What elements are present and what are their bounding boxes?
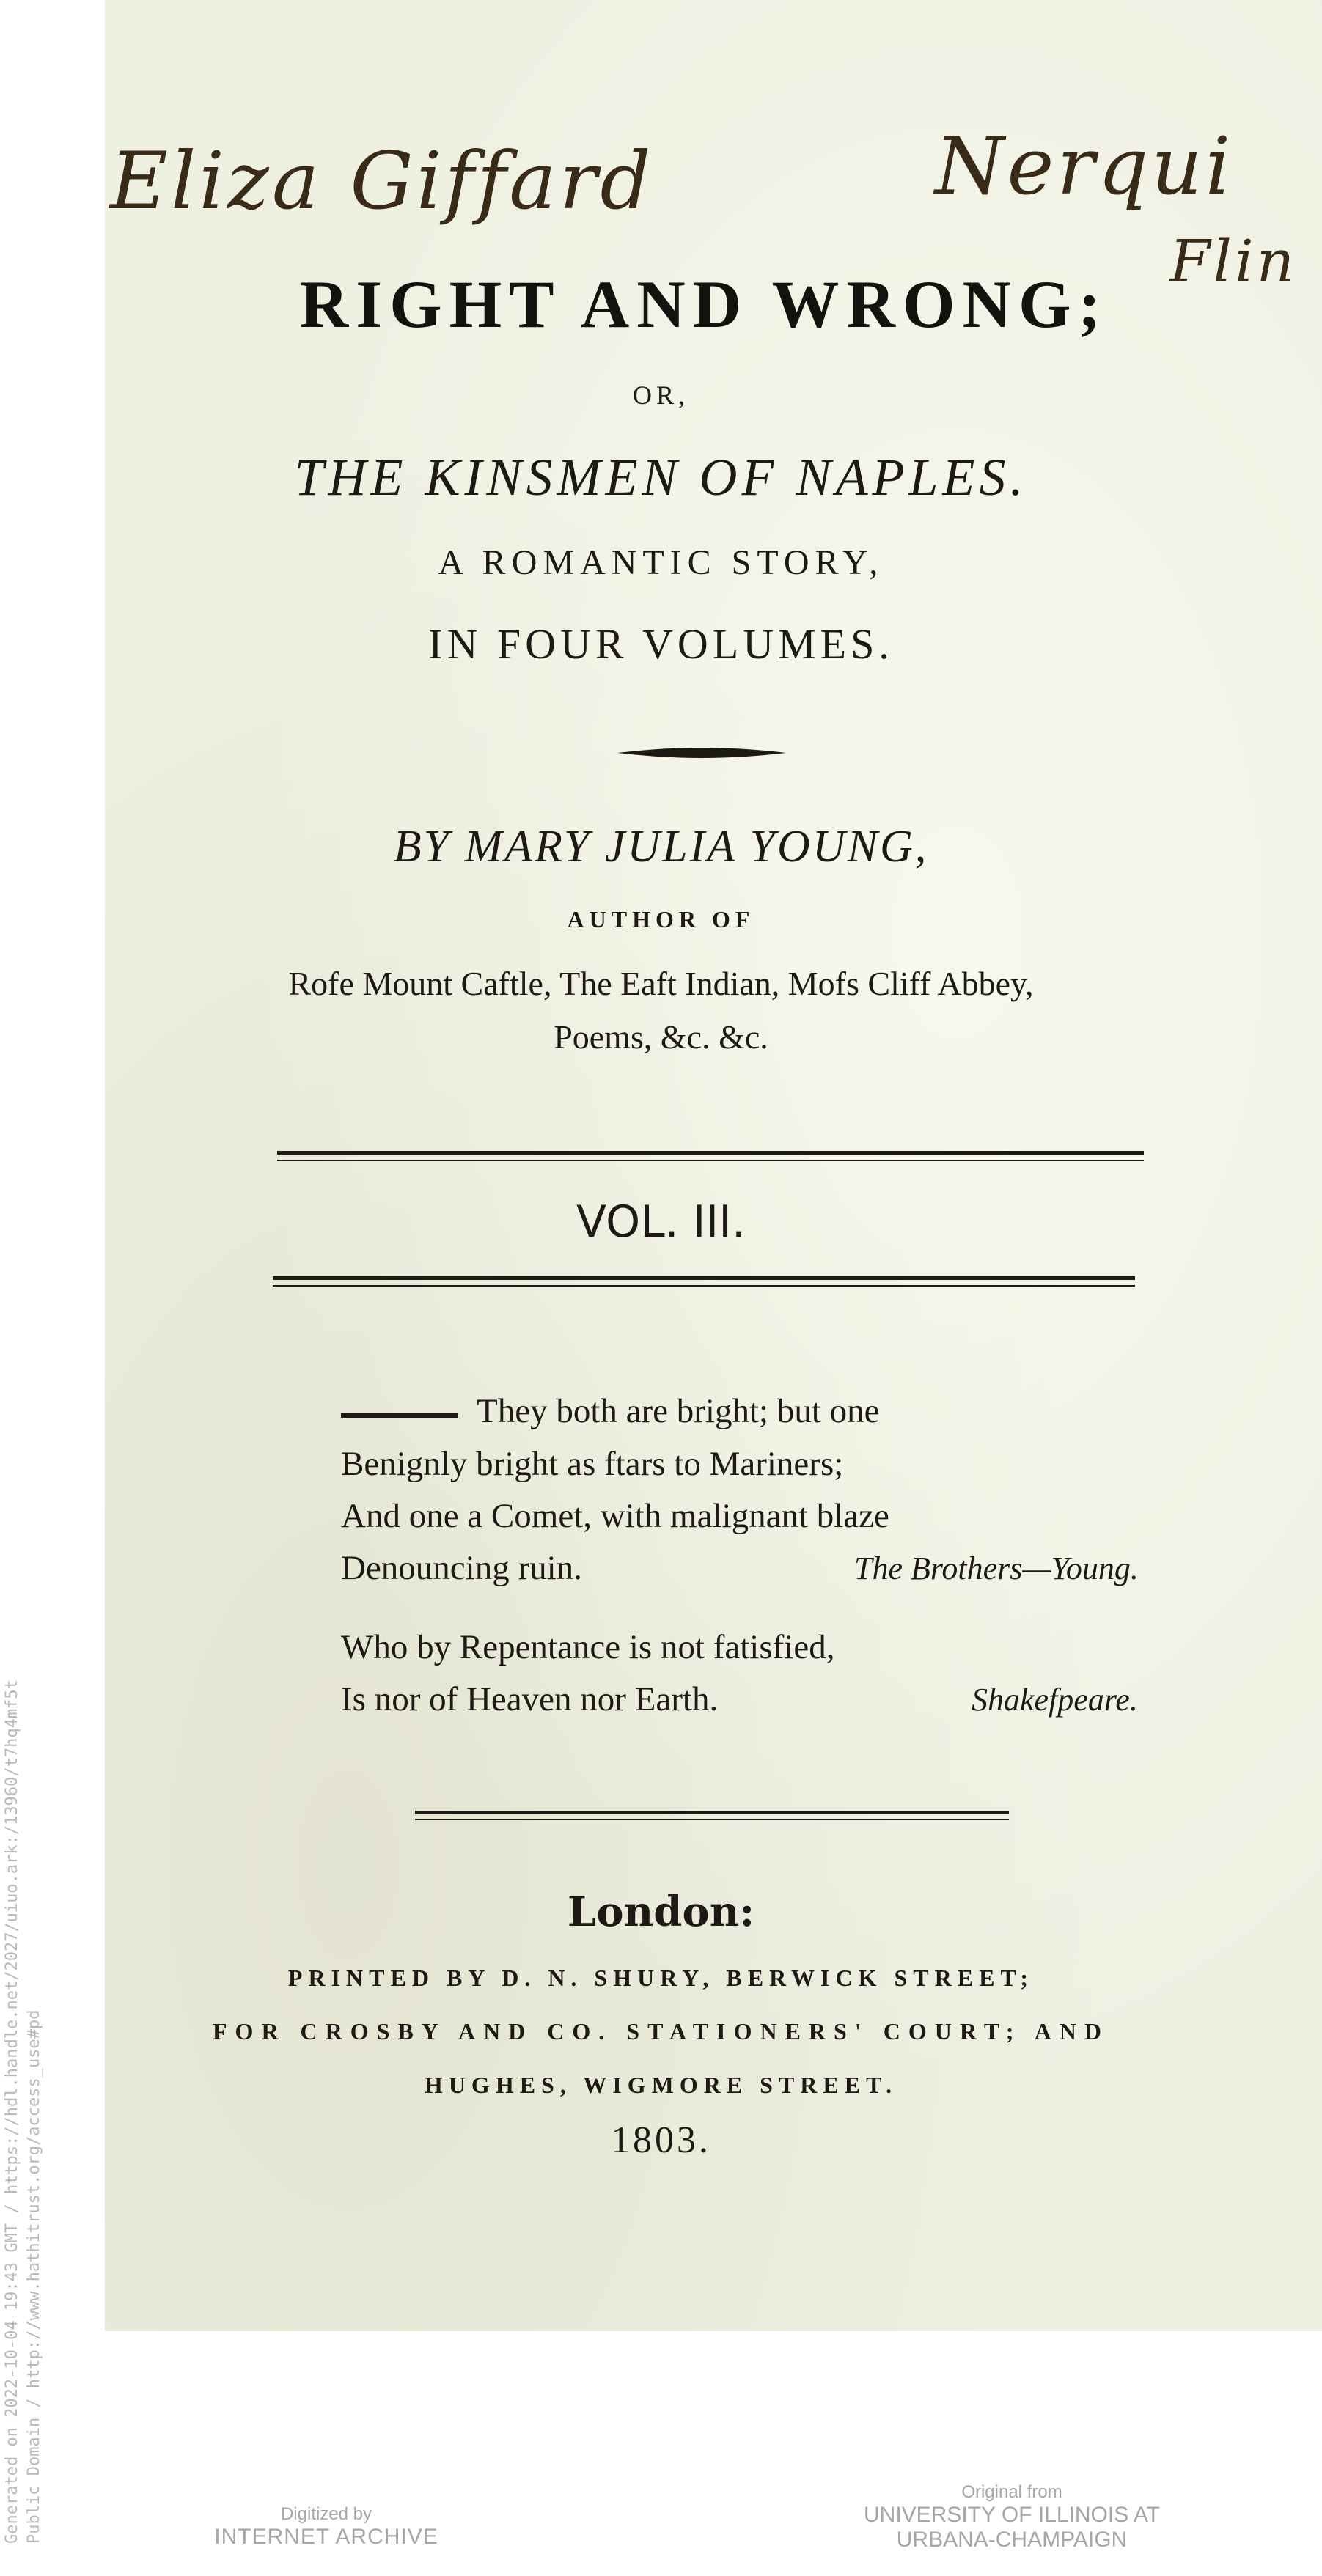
- epigraph-line-2: Benignly bright as ftars to Mariners;: [341, 1445, 844, 1483]
- double-rule-bottom-a: [273, 1276, 1135, 1280]
- double-rule-top-a: [277, 1151, 1144, 1155]
- original-from-line-1: UNIVERSITY OF ILLINOIS AT: [864, 2502, 1160, 2527]
- epigraph-line-1: They both are bright; but one: [477, 1392, 880, 1430]
- imprint-rule-a: [415, 1811, 1009, 1814]
- imprint-rule-b: [415, 1819, 1009, 1820]
- book-subtitle: THE KINSMEN OF NAPLES.: [294, 448, 1028, 507]
- epigraph2-line-1: Who by Repentance is not fatisfied,: [341, 1628, 835, 1666]
- double-rule-top-b: [277, 1160, 1144, 1161]
- original-from-label: Original from: [961, 2482, 1062, 2502]
- author-byline: BY MARY JULIA YOUNG,: [393, 822, 929, 872]
- epigraph-dash: [341, 1413, 458, 1418]
- author-works-line-2: Poems, &c. &c.: [554, 1018, 768, 1056]
- author-of-label: AUTHOR OF: [567, 906, 755, 932]
- volume-number: VOL. III.: [576, 1196, 746, 1248]
- title-or: OR,: [632, 380, 689, 410]
- volume-count: IN FOUR VOLUMES.: [428, 620, 894, 668]
- double-rule-bottom-b: [273, 1285, 1135, 1287]
- handwritten-place: Nerqui: [935, 121, 1234, 213]
- digitized-by-label: Digitized by: [280, 2504, 372, 2524]
- epigraph-line-3: And one a Comet, with malignant blaze: [341, 1497, 889, 1535]
- epigraph-attribution-2: Shakefpeare.: [972, 1682, 1138, 1718]
- imprint-line-3: HUGHES, WIGMORE STREET.: [424, 2072, 898, 2098]
- digitized-by-source: INTERNET ARCHIVE: [214, 2524, 438, 2549]
- digitized-by: [180, 2504, 473, 2550]
- epigraph2-line-2: Is nor of Heaven nor Earth.: [341, 1680, 719, 1718]
- imprint-place: London:: [567, 1888, 755, 1936]
- imprint-line-1: PRINTED BY D. N. SHURY, BERWICK STREET;: [287, 1965, 1035, 1991]
- handwritten-name: Eliza Giffard: [110, 136, 654, 227]
- book-title: RIGHT AND WRONG;: [299, 267, 1109, 342]
- generation-stamp-line-1: Generated on 2022-10-04 19:43 GMT / https://hdl.handle.net/2027/uiuo.ark:/13960/t7hq4mf5t: [3, 1679, 21, 2544]
- imprint-year: 1803.: [611, 2119, 711, 2161]
- generation-stamp: [1, 1679, 45, 2544]
- epigraph-attribution-1: The Brothers—Young.: [854, 1550, 1139, 1586]
- generation-stamp-line-2: Public Domain / http://www.hathitrust.org/access_use#pd: [24, 2009, 43, 2544]
- ornament-rule: [617, 742, 786, 764]
- epigraph-line-4: Denouncing ruin.: [341, 1549, 582, 1587]
- handwritten-place-2: Flin: [1169, 227, 1298, 295]
- original-from: [807, 2482, 1217, 2553]
- imprint-line-2: FOR CROSBY AND CO. STATIONERS' COURT; AND: [213, 2018, 1109, 2045]
- genre-line: A ROMANTIC STORY,: [438, 543, 884, 582]
- author-works-line-1: Rofe Mount Caftle, The Eaft Indian, Mofs Cliff Abbey,: [288, 965, 1034, 1002]
- original-from-line-2: URBANA-CHAMPAIGN: [896, 2528, 1128, 2553]
